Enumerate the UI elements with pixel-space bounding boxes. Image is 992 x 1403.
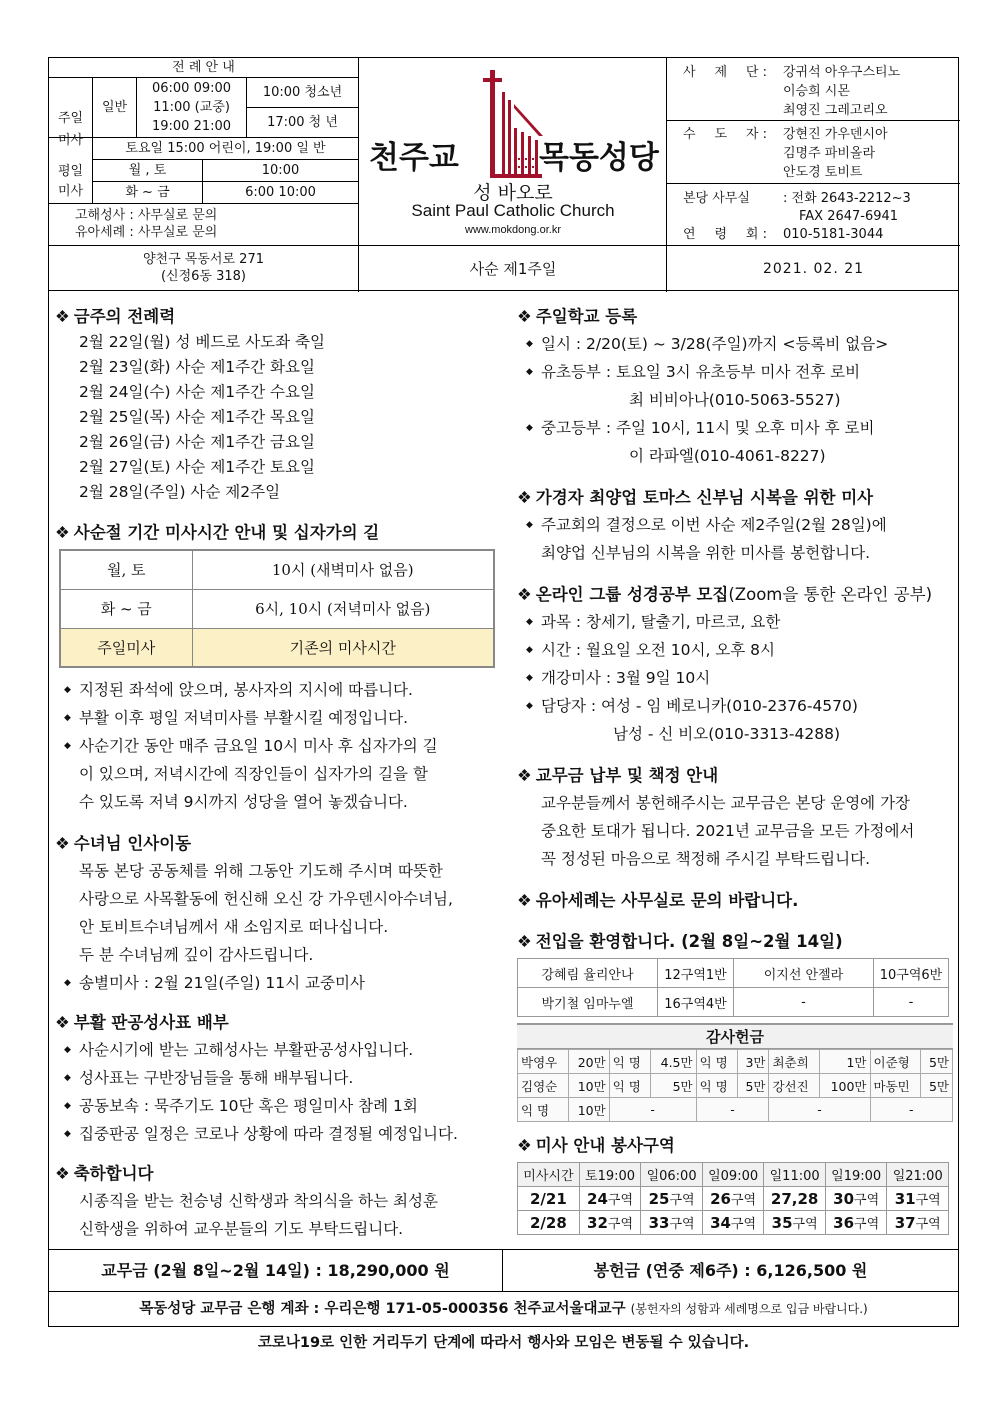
table-row: 주일미사 기존의 미사시간 (60, 628, 494, 667)
diamond-icon: ❖ (517, 307, 532, 326)
list-item: ◆ 공동보속 : 묵주기도 10단 혹은 평일미사 참례 1회 (55, 1092, 499, 1120)
list-item: 2월 24일(수) 사순 제1주간 수요일 (79, 383, 315, 401)
sunday-mass-label: 주일 미사 (49, 78, 93, 180)
table-row: 미사시간 토19:00 일06:00 일09:00 일11:00 일19:00 일21:00 (518, 1163, 949, 1187)
offering-amount: 봉헌금 (연중 제6주) : 6,126,500 원 (593, 1261, 868, 1280)
diamond-icon: ❖ (517, 585, 532, 604)
nuns: 수 도 자 : 강현진 가우덴시아 김명주 파비올라 안도경 토비트 (667, 121, 960, 184)
liturgy-list (55, 330, 499, 505)
diamond-icon: ❖ (517, 891, 532, 910)
table-row: 2/21 24구역 25구역 26구역 27,28 30구역 31구역 (518, 1187, 949, 1211)
list-item: ◆ 집중판공 일정은 코로나 상황에 따라 결정될 예정입니다. (55, 1120, 499, 1148)
diamond-icon: ❖ (517, 766, 532, 785)
list-item: ◆ 지정된 좌석에 앉으며, 봉사자의 지시에 따릅니다. (55, 676, 499, 704)
weekday-row: 화 ~ 금 6:00 10:00 (93, 182, 358, 204)
section-title: ❖ 금주의 전례력 (55, 307, 176, 326)
diamond-icon: ❖ (55, 1164, 70, 1183)
staff-panel (667, 58, 960, 292)
thanks-offering (517, 1023, 953, 1122)
church-address: 양천구 목동서로 271 (신정6동 318) (143, 252, 264, 284)
general-mass-times: 06:00 09:00 11:00 (교중) 19:00 21:00 (137, 78, 247, 138)
diamond-icon: ❖ (55, 523, 70, 542)
diamond-icon: ❖ (55, 1013, 70, 1032)
service-table (517, 1162, 949, 1235)
list-item: ◆ 과목 : 창세기, 탈출기, 마르코, 요한 (517, 608, 953, 636)
schedule-title: 전 례 안 내 (49, 58, 358, 78)
section-title: ❖ 부활 판공성사표 배부 (55, 1013, 229, 1032)
diamond-icon: ❖ (55, 834, 70, 853)
section-title: ❖ 교무금 납부 및 책정 안내 (517, 766, 719, 785)
schedule-panel (49, 58, 359, 292)
table-row: 월, 토 10시 (새벽미사 없음) (60, 550, 494, 589)
section-title: ❖ 가경자 최양업 토마스 신부님 시복을 위한 미사 (517, 488, 874, 507)
bulletin-date: 2021. 02. 21 (762, 261, 865, 277)
section-title: ❖ 사순절 기간 미사시간 안내 및 십자가의 길 (55, 523, 380, 542)
list-item: ◆ 일시 : 2/20(토) ~ 3/28(주일)까지 <등록비 없음> (517, 330, 953, 358)
list-item: ◆ 개강미사 : 3월 9일 10시 (517, 664, 953, 692)
list-item: 2월 25일(목) 사순 제1주간 목요일 (79, 408, 315, 426)
liturgical-week: 사순 제1주일 (469, 260, 557, 278)
english-church-name: Saint Paul Catholic Church (411, 201, 615, 220)
weekday-row: 월 , 토 10:00 (93, 160, 358, 182)
section-title: ❖ 온라인 그룹 성경공부 모집(Zoom을 통한 온라인 공부) (517, 585, 933, 604)
right-column: ❖ 주일학교 등록 ◆ 일시 : 2/20(토) ~ 3/28(주일)까지 <등록비 없음> ◆ 유초등부 : 토요일 3시 유초등부 미사 전후 로비 최 비비아나(010-5063-5527) ◆ 중고등부 : 주일 10시, 11시 및 오후 미사 후 로비 이 라파엘(010-4061-8227) ❖ 가경자 최양업 토마스 신부님 시복을 위한 미사 ◆ 주교회의 결정으로 이번 사순 제2주일(2월 28일)에 최양업 신부님의 시복을 위한 미사를 봉헌합니다. ❖ 온라인 그룹 성경공부 모집(Zoom을 통한 온라인 공부) ◆ 과목 : 창세기, 탈출기, 마르코, 요한 ◆ 시간 : 월요일 오전 10시, 오후 8시 ◆ 개강미사 : 3월 9일 10시 ◆ 담당자 : 여성 - 임 베로니카(010-2376-4570) 남성 - 신 비오(010-3313-4288) ❖ 교무금 납부 및 책정 안내 교우분들께서 봉헌해주시는 교무금은 본당 운영에 가장 중요한 토대가 됩니다. 2021년 교무금을 모든 가정에서 꼭 정성된 마음으로 책정해 주시길 부탁드립니다. ❖ 유아세례는 사무실로 문의 바랍니다. ❖ 전입을 환영합니다. (2월 8일~2월 14일) 강혜림 율리안나 12구역1반 이지선 안젤라 10구역6반 박기철 임마누엘 16구역4반 - - 감사헌금 박영우 20만 익 명 4.5만 익 명 3만 최춘희 1만 이준형 5만 김영순 10만 익 명 5만 익 명 5만 강선진 100만 마동민 5만 익 명 10만 - - - - ❖ 미사 안내 봉사구역 미사시간 토19:00 일06:00 일09:00 일11:00 일19:00 일21:00 2/21 24구역 25구역 26구역 27,28 30구역 31구역 2/28 32구역 33구역 34구역 35구역 36구역 37구역 (517, 291, 953, 1235)
list-item: ◆ 송별미사 : 2월 21일(주일) 11시 교중미사 (55, 969, 499, 997)
section-title: ❖ 주일학교 등록 (517, 307, 638, 326)
bulletin-page (48, 57, 959, 1352)
header (48, 57, 959, 291)
priests: 사 제 단 : 강귀석 아우구스티노 이승희 시몬 최영진 그레고리오 (667, 58, 960, 121)
lent-mass-table (59, 549, 495, 668)
table-row: 2/28 32구역 33구역 34구역 35구역 36구역 37구역 (518, 1211, 949, 1235)
section-title: ❖ 수녀님 인사이동 (55, 834, 192, 853)
thanks-table (517, 1049, 953, 1122)
list-item: 2월 22일(월) 성 베드로 사도좌 축일 (79, 333, 325, 351)
youth-mass-times: 10:00 청소년 17:00 청 년 (247, 78, 358, 138)
dues-amount: 교무금 (2월 8일~2월 14일) : 18,290,000 원 (49, 1250, 503, 1291)
diamond-icon: ❖ (517, 1136, 532, 1155)
list-item: ◆ 중고등부 : 주일 10시, 11시 및 오후 미사 후 로비 (517, 414, 953, 442)
website-link[interactable]: www.mokdong.or.kr (465, 224, 561, 236)
footer (48, 1249, 959, 1327)
section-title: ❖ 전입을 환영합니다. (2월 8일~2월 14일) (517, 932, 843, 951)
section-title: ❖ 축하합니다 (55, 1164, 154, 1183)
thanks-title: 감사헌금 (517, 1025, 953, 1049)
list-item: ◆ 유초등부 : 토요일 3시 유초등부 미사 전후 로비 (517, 358, 953, 386)
list-item: ◆ 주교회의 결정으로 이번 사순 제2주일(2월 28일)에 (517, 511, 953, 539)
table-row: 익 명 10만 - - - - (518, 1098, 953, 1122)
list-item: ◆ 사순시기에 받는 고해성사는 부활판공성사입니다. (55, 1036, 499, 1064)
diamond-icon: ❖ (517, 932, 532, 951)
left-column: ❖ 금주의 전례력 2월 22일(월) 성 베드로 사도좌 축일 2월 23일(화) 사순 제1주간 화요일 2월 24일(수) 사순 제1주간 수요일 2월 25일(목) 사순 제1주간 목요일 2월 26일(금) 사순 제1주간 금요일 2월 27일(토) 사순 제1주간 토요일 2월 28일(주일) 사순 제2주일 ❖ 사순절 기간 미사시간 안내 및 십자가의 길 월, 토 10시 (새벽미사 없음) 화 ~ 금 6시, 10시 (저녁미사 없음) 주일미사 기존의 미사시간 ◆ 지정된 좌석에 앉으며, 봉사자의 지시에 따릅니다. ◆ 부활 이후 평일 저녁미사를 부활시킬 예정입니다. ◆ 사순기간 동안 매주 금요일 10시 미사 후 십자가의 길 이 있으며, 저녁시간에 직장인들이 십자가의 길을 할 수 있도록 저녁 9시까지 성당을 열어 놓겠습니다. ❖ 수녀님 인사이동 목동 본당 공동체를 위해 그동안 기도해 주시며 따뜻한 사랑으로 사목활동에 헌신해 오신 강 가우덴시아수녀님, 안 토비트수녀님께서 새 소임지로 떠나십니다. 두 분 수녀님께 깊이 감사드립니다. ◆ 송별미사 : 2월 21일(주일) 11시 교중미사 ❖ 부활 판공성사표 배부 ◆ 사순시기에 받는 고해성사는 부활판공성사입니다. ◆ 성사표는 구반장님들을 통해 배부됩니다. ◆ 공동보속 : 묵주기도 10단 혹은 평일미사 참례 1회 ◆ 집중판공 일정은 코로나 상황에 따라 결정될 예정입니다. ❖ 축하합니다 시종직을 받는 천승녕 신학생과 착의식을 하는 최성훈 신학생을 위하여 교우분들의 기도 부탁드립니다. (55, 291, 499, 1243)
list-item: 2월 28일(주일) 사순 제2주일 (79, 483, 281, 501)
bulletin-body (48, 291, 959, 1249)
list-item: 2월 23일(화) 사순 제1주간 화요일 (79, 358, 315, 376)
list-item: ◆ 사순기간 동안 매주 금요일 10시 미사 후 십자가의 길 (55, 732, 499, 760)
diamond-icon: ❖ (55, 307, 70, 326)
list-item: 2월 27일(토) 사순 제1주간 토요일 (79, 458, 315, 476)
general-label: 일반 (93, 78, 137, 138)
table-row: 화 ~ 금 6시, 10시 (저녁미사 없음) (60, 589, 494, 628)
section-title: ❖ 미사 안내 봉사구역 (517, 1136, 675, 1155)
covid-notice: 코로나19로 인한 거리두기 단계에 따라서 행사와 모임은 변동될 수 있습니다. (257, 1335, 750, 1351)
patron-saint: 성 바오로 (473, 182, 553, 204)
weekday-mass-label: 평일 미사 (49, 160, 93, 204)
section-title: ❖ 유아세례는 사무실로 문의 바랍니다. (517, 891, 799, 910)
list-item: 2월 26일(금) 사순 제1주간 금요일 (79, 433, 315, 451)
sacrament-inquiry: 고해성사 : 사무실로 문의 유아세례 : 사무실로 문의 (49, 204, 358, 246)
diamond-icon: ❖ (517, 488, 532, 507)
list-item: ◆ 담당자 : 여성 - 임 베로니카(010-2376-4570) (517, 692, 953, 720)
church-logo-panel: 천주교 목동성당 성 바오로 Saint Paul Catholic Church www.mokdong.or.kr 사순 제1주일 (359, 58, 667, 292)
table-row: 박기철 임마누엘 16구역4반 - - (518, 988, 949, 1017)
church-logo-icon (481, 70, 547, 180)
list-item: ◆ 시간 : 월요일 오전 10시, 오후 8시 (517, 636, 953, 664)
table-row: 강혜림 율리안나 12구역1반 이지선 안젤라 10구역6반 (518, 959, 949, 988)
list-item: ◆ 성사표는 구반장님들을 통해 배부됩니다. (55, 1064, 499, 1092)
bank-account: 목동성당 교무금 은행 계좌 : 우리은행 171-05-000356 천주교서울대교구 (봉헌자의 성함과 세례명으로 입금 바랍니다.) (139, 1301, 868, 1317)
table-row: 김영순 10만 익 명 5만 익 명 5만 강선진 100만 마동민 5만 (518, 1074, 953, 1098)
office-contact: 본당 사무실 : 전화 2643-2212~3 FAX 2647-6941 연 령 회 : 010-5181-3044 (667, 184, 960, 246)
saturday-mass-times: 토요일 15:00 어린이, 19:00 일 반 (93, 138, 358, 160)
table-row: 박영우 20만 익 명 4.5만 익 명 3만 최춘희 1만 이준형 5만 (518, 1050, 953, 1074)
list-item: ◆ 부활 이후 평일 저녁미사를 부활시킬 예정입니다. (55, 704, 499, 732)
welcome-table (517, 958, 949, 1017)
